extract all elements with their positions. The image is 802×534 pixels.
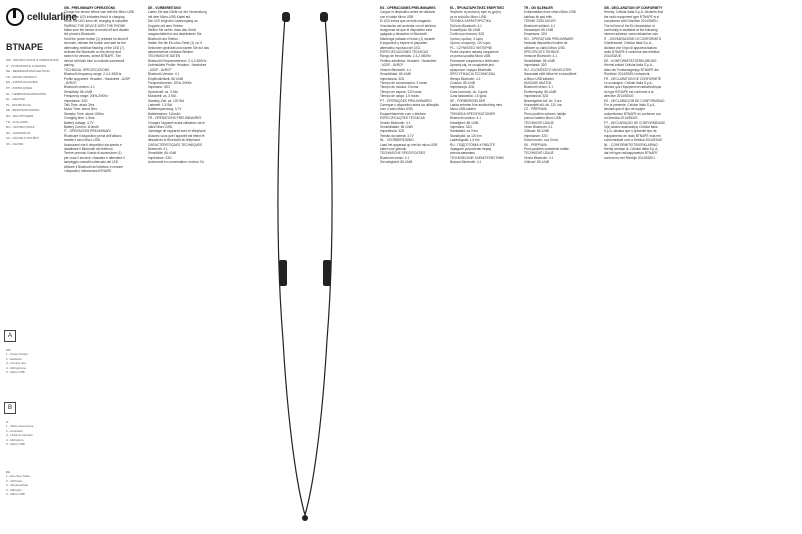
text-line: CZ - PŘÍPRAVA [524,107,547,112]
text-line: TEKNİK ÖZELLİKLER [524,19,556,24]
text-line: apagado y desactive el Bluetooth. [380,32,428,37]
text-line: Profile supported: Headset - Handsfree - A2DP [64,76,131,81]
text-line: ТЕХНИЧЕСКИЕ ХАРАКТЕРИСТИКИ [450,155,504,160]
text-line: Tensão da bateria: 3,7V [380,133,414,138]
text-line: Samtalstid: ca 3 tim [450,129,478,134]
text-line: Mantenga pulsado el botón (1) durante [380,36,435,41]
text-line: Sensibilitate: 86 ±2dB [524,58,555,63]
index-item: GB - INSTRUCTIONS & OPERATIONS [6,58,59,62]
left-earbud [282,12,290,22]
text-line: Czas rozmowy: ok. 3 godz. [450,89,489,94]
text-line: Versión Bluetooth: 4.1 [380,67,412,72]
text-line: Halten Sie die Ein-/Aus-Taste (1) ca. 5 [148,41,203,46]
text-line: Chargez l'appareil avant utilisation via le [148,120,205,125]
text-line: ESPECIFICAÇÕES TÉCNICAS [380,116,425,121]
text-line: Készenléti idő: kb. 120 óra [524,102,562,107]
text-line: cable. The LED indicates that it is charging. [64,14,126,19]
text-line: Versiune Bluetooth: 4.1 [524,54,557,59]
index-item: RO - INSTRUCȚIUNI [6,125,35,130]
text-line: Czas ładowania: 1,5 godz. [450,94,488,99]
instructions-column-3 [380,6,446,528]
cable-clip [302,515,308,521]
text-line: abwechselnde rot/blaue Blinken. [148,50,194,55]
index-item: IT - ISTRUZIONI E FUNZIONI [6,63,47,68]
index-item: SK - NÁVOD [6,141,24,146]
text-line: du type BTNAPE est conforme à la [604,89,654,94]
text-line: Tenere premuto il tasto di accensione (1) [64,151,122,156]
text-line: ausgeschaltet ist und deaktivieren Sie [148,32,202,37]
text-line: Bluetooth sürümü: 4.1 [524,23,556,28]
legend-item: 1 - Power button [6,352,29,357]
text-line: Impedans: 32Ω [450,124,472,129]
text-line: Před použitím zařízení nabijte [524,111,567,116]
text-line: CARACTÉRISTIQUES TECHNIQUES [148,142,203,147]
text-line: Impedanță: 32Ω [524,63,547,68]
text-line: Perfiles admitidos: Headset - Handsfree [380,58,437,63]
text-line: IT - OPERAZIONI PRELIMINARI [64,129,111,134]
text-line: SE - FÖRBEREDELSER [450,98,486,103]
text-line: Impedancia: 32Ω [380,76,405,81]
text-line: Bluetooth-Version: 4.1 [148,72,180,77]
text-line: FR - DÉCLARATION DE CONFORMITÉ [604,76,662,81]
instructions-column-2 [148,6,222,528]
text-line: Sekunden gedrückt und warten Sie auf das [148,45,209,50]
section-heading: DE - VORBEREITUNG [148,6,181,10]
section-heading: TR - ÖN İŞLEMLER [524,6,553,10]
text-line: Koppeln mit dem Telefon [148,23,184,28]
text-line: désactivez le Bluetooth du téléphone. [148,138,201,143]
text-line: Tiempo de carga: 1,5 horas [380,94,419,99]
text-line: TECHNISCHE SPECIFICATIES [380,151,426,156]
text-line: When the LED turns off, charging is complete. [64,19,129,24]
text-line: Vinculación del auricular con el teléfono [380,23,437,28]
text-line: Ladezeit: 1,5 Std. [148,102,173,107]
text-line: dichiara che il tipo di apparecchiatura [604,45,657,50]
section-heading: ES - OPERACIONES PRELIMINARES [380,6,436,10]
text-line: Impedancia: 32Ω [524,94,549,99]
text-line: Impedanz: 32Ω [148,85,170,90]
text-line: Impédance: 32Ω [148,155,172,160]
language-index [6,58,62,148]
text-line: the radio equipment type BTNAPE is in [604,14,660,19]
cellularline-logo-icon [6,8,24,26]
text-line: ES - DECLARACIÓN DE CONFORMIDAD [604,98,665,103]
text-line: search for devices, select BTNAPE. The [64,54,121,59]
text-line: Gevoeligheid: 86 ±2dB [380,160,413,165]
text-line: Autonomie en conversation: environ 3 h [148,160,205,165]
figure-b-box: B [4,402,16,414]
text-line: Bluetooth version: 4.1 [64,85,95,90]
text-line: Bluetooth-version: 4.1 [450,116,482,121]
instructions-column-6 [604,6,798,528]
text-line: NL - CONFORMITEITSVERKLARING [604,142,658,147]
text-line: la Directiva 2014/53/UE. [604,116,639,121]
legend-item: 3 - Steuereinheit [6,483,29,488]
right-earbud [320,12,328,22]
text-line: Carregue o dispositivo antes da utilização [380,102,440,107]
legend-item: 2 - Auricolari [6,428,23,433]
index-item: RU - ИНСТРУКЦИЯ [6,113,34,118]
text-line: Hiermit erklärt Cellular Italia S.p.A., [604,63,654,68]
legend-item: IT [6,420,9,424]
text-line: Versão Bluetooth: 4.1 [380,120,411,125]
text-line: Χρόνος αναμονής: 120 ώρες [450,41,491,46]
legend-item: 4 - Microphone [6,365,27,370]
text-line: Χρόνος ομιλίας: 3 ώρες [450,36,484,41]
text-line: Verzia Bluetooth: 4.1 [524,155,554,160]
text-line: per circa 5 secondi, rilasciare e attendere il [64,155,125,160]
text-line: device will flash blue to indicate successful [64,58,125,63]
text-line: Jumelage de l'appareil avec le téléphone [148,129,206,134]
text-line: Hassasiyet: 86 ±2dB [524,28,554,33]
instructions-column-1 [64,6,144,528]
text-line: conform is met Richtlijn 2014/53/EU. [604,155,656,160]
text-line: Rango de frecuencias: 2.4-2.48GHz [380,54,431,59]
text-line: SPECYFIKACJA TECHNICZNA [450,72,496,77]
text-line: radioeléctrico BTNAPE es conforme con [604,111,662,116]
text-line: Känslighet: 86 ±2dB [450,120,479,125]
index-item: TR - KULLANIM [6,119,28,124]
text-line: Batteriespannung: 3,7V [148,107,182,112]
text-line: Használat előtt töltse fel a készüléket [524,72,577,77]
legend-it [6,420,64,446]
text-line: TECHNISCHE DATEN [148,54,181,59]
legend-item: DE [6,470,11,474]
legend-item: 5 - Micro USB [6,370,25,375]
text-line: disattivare il Bluetooth del telefono. [64,147,114,151]
text-line: Bluetooth-Frequenzbereich: 2.4-2.48GHz [148,58,207,63]
text-line: Musikzeit: ca. 3 Std. [148,94,177,99]
text-line: RU - ПОДГОТОВКА К РАБОТЕ [450,142,495,147]
text-line: Sensitivity: 86 ±2dB [64,89,92,94]
text-line: Sensibilidade: 86 ±2dB [380,124,413,129]
text-line: Impedancja: 32Ω [450,85,475,90]
text-line: tramite il cavo Micro USB. [64,138,101,143]
text-line: Tiempo de conversación: 3 horas [380,80,428,85]
text-line: utilizare cu cablul Micro USB. [524,45,566,50]
index-item: NL - GEBRUIKSAANWIJZING [6,91,47,96]
text-line: Bluetooth am Telefon. [148,36,179,41]
text-line: Standbytid: ca 120 tim [450,133,482,138]
index-item: SE - BRUKSANVISNING [6,108,40,113]
text-line: Stellen Sie sicher, dass das Gerät [148,28,196,33]
text-line: PL - CZYNNOŚCI WSTĘPNE [450,45,493,50]
text-line: pomocí kabelu Micro USB. [524,116,562,121]
text-line: TEKNISKA SPECIFIKATIONER [450,111,495,116]
text-line: Érzékenység: 86 ±2dB [524,89,557,94]
text-line: Laddningstid: 1,5 tim [450,138,480,143]
text-line: NL - VOORBEREIDING [380,138,414,143]
legend-item: GB [6,348,11,352]
text-line: Die LED zeigt den Ladevorgang an. [148,19,199,24]
text-line: Ladda enheten före användning med [450,102,503,107]
text-line: Beszélgetési idő: kb. 3 óra [524,98,562,103]
text-line: com o cabo Micro USB. [380,107,414,112]
text-line: Citlivosť: 86 ±2dB [524,160,550,165]
text-line: za pomocą kabla Micro USB. [450,54,492,59]
text-line: IT - DICHIARAZIONE DI CONFORMITÀ [604,36,661,41]
text-line: pairing. [64,63,75,68]
text-line: Le soussigné, Cellular Italia S.p.A., [604,80,654,85]
text-line: FR - OPÉRATIONS PRÉLIMINAIRES [148,116,202,121]
index-item: CZ - NÁVOD K POUŽITÍ [6,136,39,141]
text-line: Sensibilidad: 86 ±2dB [380,72,411,77]
headset-illustration [225,10,385,530]
text-line: wyłączone i wyłącz Bluetooth. [450,67,493,72]
legend-item: 3 - Unità di controllo [6,433,33,438]
legend-item: 5 - Micro USB [6,442,25,447]
text-line: directive 2014/53/UE. [604,94,635,99]
instructions-column-4 [450,6,520,528]
text-line: Impedance: 32Ω [524,133,548,138]
text-line: Bluetooth verzió: 4.1 [524,85,554,90]
text-line: Activate the Bluetooth on the phone and [64,50,121,55]
text-line: Impedance: 32Ω [64,98,88,103]
text-line: conformity is available at the following [604,28,658,33]
text-line: El LED indica que se está cargando. [380,19,432,24]
text-line: conformidade com a Diretiva 2014/53/UE. [604,138,664,143]
text-line: kabel voor gebruik. [380,147,407,151]
text-line: TECHNICKÉ ÚDAJE [524,151,554,156]
text-line: mit dem Micro-USB-Kabel auf. [148,14,192,19]
text-line: Charging time: 1.5hrs [64,116,95,121]
text-line: i dispositivi, selezionare BTNAPE. [64,169,113,174]
text-line: Micro USB-kabeln. [450,107,477,112]
text-line: dass der Funkanlagentyp BTNAPE der [604,67,659,72]
text-line: Frequenzbereich: 20Hz-20KHz [148,80,192,85]
text-line: Wersja Bluetooth: 4.1 [450,76,481,81]
text-line: compliance with Directive 2014/53/EU. [604,19,659,24]
text-line: MŰSZAKI ADATOK [524,80,552,85]
text-line: 2014/53/UE. [604,54,622,59]
text-line: Empedans: 32Ω [524,32,547,37]
index-item: DE - BEDIENUNGSANLEITUNG [6,69,50,74]
text-line: Impedância: 32Ω [380,129,405,134]
text-line: Asegúrese de que el dispositivo está [380,28,432,33]
control-unit [279,260,287,286]
text-line: declara que el tipo de equipo [604,107,645,112]
text-line: kablosu ile şarj edin. [524,14,553,19]
text-line: PAIRING THE DEVICE WITH THE PHONE [64,23,126,28]
text-line: Hierbij verklaar ik, Cellular Italia S.p.A., [604,147,660,151]
text-line: Ευαισθησία: 86 ±2dB [450,28,481,33]
text-line: Frequency range: 20Hz-20KHz [64,94,108,99]
text-line: DE - KONFORMITÄTSERKLÄRUNG [604,58,657,63]
index-item: HU - HASZNÁLAT [6,130,31,135]
text-line: 5 segundos y espere el parpadeo [380,41,428,46]
text-line: Emparelhamento com o telefone [380,111,427,116]
text-line: Upewnij się, że urządzenie jest [450,63,494,68]
instructions-column-5 [524,6,600,528]
text-line: alternativo rojo/azul del LED. [380,45,421,50]
text-line: Sensibilité: 86 ±2dB [148,151,177,156]
text-line: dat het type radioapparatuur BTNAPE [604,151,658,156]
text-line: lampeggio rosso/blu alternato del LED. [64,160,119,165]
index-item: EL - ΟΔΗΓΙΕΣ [6,97,26,102]
text-line: SK - PRÍPRAVA [524,142,547,147]
section-heading: GB - DECLARATION OF CONFORMITY [604,6,663,10]
text-line: με το καλώδιο Micro USB. [450,14,487,19]
text-line: - A2DP - AVRCP [148,67,172,72]
text-line: Σύνθετη αντίσταση: 32Ω [450,32,485,37]
text-line: Sprechzeit: ca. 3 Std. [148,89,179,94]
text-line: Czułość: 86 ±2dB [450,80,475,85]
text-line: alternating red/blue flashing of the LED (7). [64,45,125,50]
text-line: TECHNICAL SPECIFICATIONS [64,67,110,72]
text-line: radio BTNAPE è conforme alla direttiva [604,50,660,55]
text-line: Φορτίστε τη συσκευή πριν τη χρήση [450,10,501,15]
text-line: Bluetooth: 4.1 [148,147,168,151]
legend-item: 3 - Control unit [6,361,26,366]
section-heading: EL - ΠΡΟΚΑΤΑΡΚΤΙΚΕΣ ΕΝΕΡΓΕΙΕΣ [450,6,505,10]
legend-item: 1 - Ein-/Aus-Taste [6,474,30,479]
text-line: Unterstützte Profile: Headset - Handsfree [148,63,207,68]
text-line: Încărcați dispozitivul înainte de [524,41,568,46]
text-line: использованием. [450,151,476,156]
text-line: equipamento de rádio BTNAPE está em [604,133,661,138]
text-line: Make sure the device is turned off and disable [64,28,129,33]
text-line: PT - OPERAÇÕES PRELIMINARES [380,98,432,103]
text-line: Laad het apparaat op met de micro-USB [380,142,438,147]
text-line: Il fabbricante, Cellular Italia S.p.A., [604,41,653,46]
text-line: ΤΕΧΝΙΚΑ ΧΑΡΑΚΤΗΡΙΣΤΙΚΑ [450,19,492,24]
text-line: Verze Bluetooth: 4.1 [524,124,553,129]
text-line: Standby-Zeit: ca. 120 Std. [148,98,185,103]
text-line: internet address: www.cellularline.com [604,32,659,37]
model-title: BTNAPE [6,42,44,52]
legend-item: 1 - Tasto accensione [6,424,34,429]
text-line: Por la presente, Cellular Italia S.p.A. [604,102,656,107]
text-line: RO - OPERAȚIUNI PRELIMINARE [524,36,574,41]
text-line: Battery Current: 110mAh [64,124,100,129]
text-line: Empfindlichkeit: 86 ±2dB [148,76,184,81]
text-line: Standby Time: about 120hrs [64,111,104,116]
text-line: - A2DP - AVRCP [380,63,404,68]
index-item: ES - INSTRUCCIONES [6,80,38,85]
text-line: Tiempo de música: 3 horas [380,85,419,90]
text-line: Richtlinie 2014/53/EU entspricht. [604,72,651,77]
text-line: câble Micro USB. [148,124,173,129]
text-line: Ricaricare il dispositivo prima dell'utilizzo [64,133,122,138]
text-line: Battery voltage: 3.7V [64,120,94,125]
legend-item: 2 - Earbuds [6,356,22,361]
legend-item: 2 - Ohrhörer [6,478,23,483]
text-line: Bluetooth-versie: 4.1 [380,155,410,160]
legend-item: 4 - Microfono [6,437,24,442]
text-line: Έκδοση Bluetooth: 4.1 [450,23,482,28]
brand-name: cellularline [27,11,77,23]
text-line: TECHNICKÉ ÚDAJE [524,120,554,125]
text-line: Версия Bluetooth: 4.1 [450,160,482,165]
text-line: O(a) abaixo assinado(a) Cellular Italia [604,124,658,129]
text-line: PT - DECLARAÇÃO DE CONFORMIDADE [604,120,666,125]
index-item: PT - INSTRUÇÕES [6,85,33,90]
index-item: PL - INSTRUKCJA [6,102,32,107]
text-line: Pred použitím zariadenie nabite. [524,147,570,151]
text-line: con el cable Micro USB. [380,14,415,19]
text-line: Assurez-vous que l'appareil est éteint et [148,133,205,138]
legend-de [6,470,64,496]
text-line: Batteriestrom: 110mAh [148,111,181,116]
text-line: Przed użyciem naładuj urządzenie [450,50,499,55]
text-line: Laden Sie das Gerät vor der Verwendung [148,10,207,15]
text-line: Citlivost: 86 ±2dB [524,129,549,134]
text-line: Assicurarsi che il dispositivo sia spento e [64,142,122,147]
text-line: Cargue el dispositivo antes de utilizarlo [380,10,436,15]
text-line: Bluetooth frequency range: 2.4-2.48GHz [64,72,122,77]
text-line: a Micro USB kábellel. [524,76,555,81]
text-line: S.p.A. declara que o presente tipo de [604,129,657,134]
legend-item: 4 - Mikrofon [6,487,22,492]
figure-a-box: A [4,330,16,342]
text-line: Music Time: about 3hrs [64,107,97,112]
text-line: Hereby, Cellular Italia S.p.A. declares that [604,10,663,15]
text-line: déclare que l'équipement radioélectrique [604,85,662,90]
text-line: HU - ELŐKÉSZÍTŐ MŰVELETEK [524,67,572,72]
text-line: Talk Time: about 3hrs [64,102,95,107]
text-line: SPECIFICAȚII TEHNICE [524,50,560,55]
text-line: Hold the power button (1) pressed for about 5 [64,36,129,41]
battery-unit [323,260,331,286]
text-line: Charge the device before use with the Micro USB [64,10,134,15]
text-line: ESPECIFICACIONES TÉCNICAS [380,50,429,55]
text-line: the phone's Bluetooth. [64,32,96,37]
text-line: The full text of the EU declaration of [604,23,655,28]
section-heading: GB - PRELIMINARY OPERATIONS [64,6,116,10]
text-line: Kullanmadan önce cihazı Micro USB [524,10,576,15]
text-line: - AVRCP [64,80,77,85]
legend-item: 5 - Micro USB [6,492,25,497]
index-item: FR - MODE D'EMPLOI [6,74,37,79]
legend-gb [6,348,64,374]
text-line: Зарядите устройство перед [450,147,492,151]
text-line: seconds, release the button and wait for the [64,41,126,46]
text-line: Attivare il Bluetooth del telefono e cercare [64,164,124,169]
text-line: Tiempo en espera: 120 horas [380,89,422,94]
text-line: Doba hovoru: cca 3 hod. [524,138,559,143]
text-line: Parowanie urządzenia z telefonem [450,58,499,63]
